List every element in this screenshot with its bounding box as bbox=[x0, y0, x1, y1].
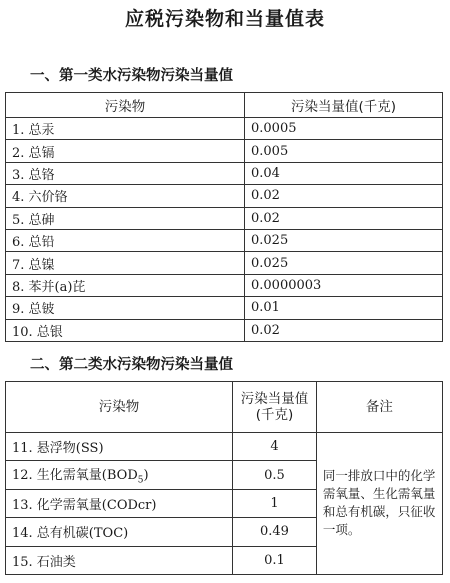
column-header-equivalent-value bbox=[233, 382, 317, 433]
equivalent-value: 0.02 bbox=[245, 207, 443, 229]
pollutant-name: 1. 总汞 bbox=[6, 118, 245, 140]
equivalent-value: 0.01 bbox=[245, 297, 443, 319]
pollutant-name: 8. 苯并(a)芘 bbox=[6, 274, 245, 296]
table-row bbox=[6, 319, 443, 341]
class-1-pollutant-table bbox=[5, 92, 443, 342]
pollutant-name: 12. 生化需氧量$(BOD_5)$ bbox=[6, 461, 233, 489]
column-header-pollutant: 污染物 bbox=[6, 382, 233, 433]
pollutant-name: 6. 总铅 bbox=[6, 229, 245, 251]
column-header-equivalent-value: 污染当量值(千克) bbox=[245, 93, 443, 118]
section-2-heading: 二、第二类水污染物污染当量值 bbox=[30, 357, 233, 373]
pollutant-name: 7. 总镍 bbox=[6, 252, 245, 274]
table-row bbox=[6, 229, 443, 251]
column-header-remark: 备注 bbox=[316, 382, 442, 433]
equivalent-value: 4 bbox=[233, 433, 317, 461]
pollutant-name: 15. 石油类 bbox=[6, 546, 233, 574]
table-row bbox=[6, 140, 443, 162]
equivalent-value: 0.005 bbox=[245, 140, 443, 162]
table-row bbox=[6, 162, 443, 184]
page-title: 应税污染物和当量值表 bbox=[124, 8, 325, 30]
equivalent-value: 0.1 bbox=[233, 546, 317, 574]
equivalent-value: 0.025 bbox=[245, 229, 443, 251]
table-row bbox=[6, 252, 443, 274]
table-row bbox=[6, 185, 443, 207]
equivalent-value: 0.02 bbox=[245, 319, 443, 341]
section-1-heading: 一、第一类水污染物污染当量值 bbox=[30, 68, 233, 84]
table-row bbox=[6, 207, 443, 229]
equivalent-value: 0.0000003 bbox=[245, 274, 443, 296]
pollutant-name: 14. 总有机碳(TOC) bbox=[6, 518, 233, 546]
pollutant-name: 11. 悬浮物(SS) bbox=[6, 433, 233, 461]
equivalent-value: 0.49 bbox=[233, 518, 317, 546]
header-value-line-2: (千克) bbox=[255, 407, 294, 423]
pollutant-name: 9. 总铍 bbox=[6, 297, 245, 319]
pollutant-name: 5. 总砷 bbox=[6, 207, 245, 229]
table-row bbox=[6, 274, 443, 296]
equivalent-value: 0.025 bbox=[245, 252, 443, 274]
pollutant-name: 13. 化学需氧量(CODcr) bbox=[6, 489, 233, 517]
pollutant-name: 4. 六价铬 bbox=[6, 185, 245, 207]
table-row bbox=[6, 118, 443, 140]
column-header-pollutant: 污染物 bbox=[6, 93, 245, 118]
pollutant-name: 10. 总银 bbox=[6, 319, 245, 341]
equivalent-value: 1 bbox=[233, 489, 317, 517]
equivalent-value: 0.5 bbox=[233, 461, 317, 489]
table-row bbox=[6, 297, 443, 319]
header-value-line-1: 污染当量值 bbox=[240, 391, 309, 407]
table-row bbox=[6, 433, 443, 461]
equivalent-value: 0.02 bbox=[245, 185, 443, 207]
pollutant-name: 2. 总镉 bbox=[6, 140, 245, 162]
equivalent-value: 0.04 bbox=[245, 162, 443, 184]
pollutant-name: 3. 总铬 bbox=[6, 162, 245, 184]
equivalent-value: 0.0005 bbox=[245, 118, 443, 140]
class-2-pollutant-table bbox=[5, 381, 443, 575]
remark-cell: 同一排放口中的化学需氧量、生化需氧量和总有机碳，只征收一项。 bbox=[316, 433, 442, 575]
